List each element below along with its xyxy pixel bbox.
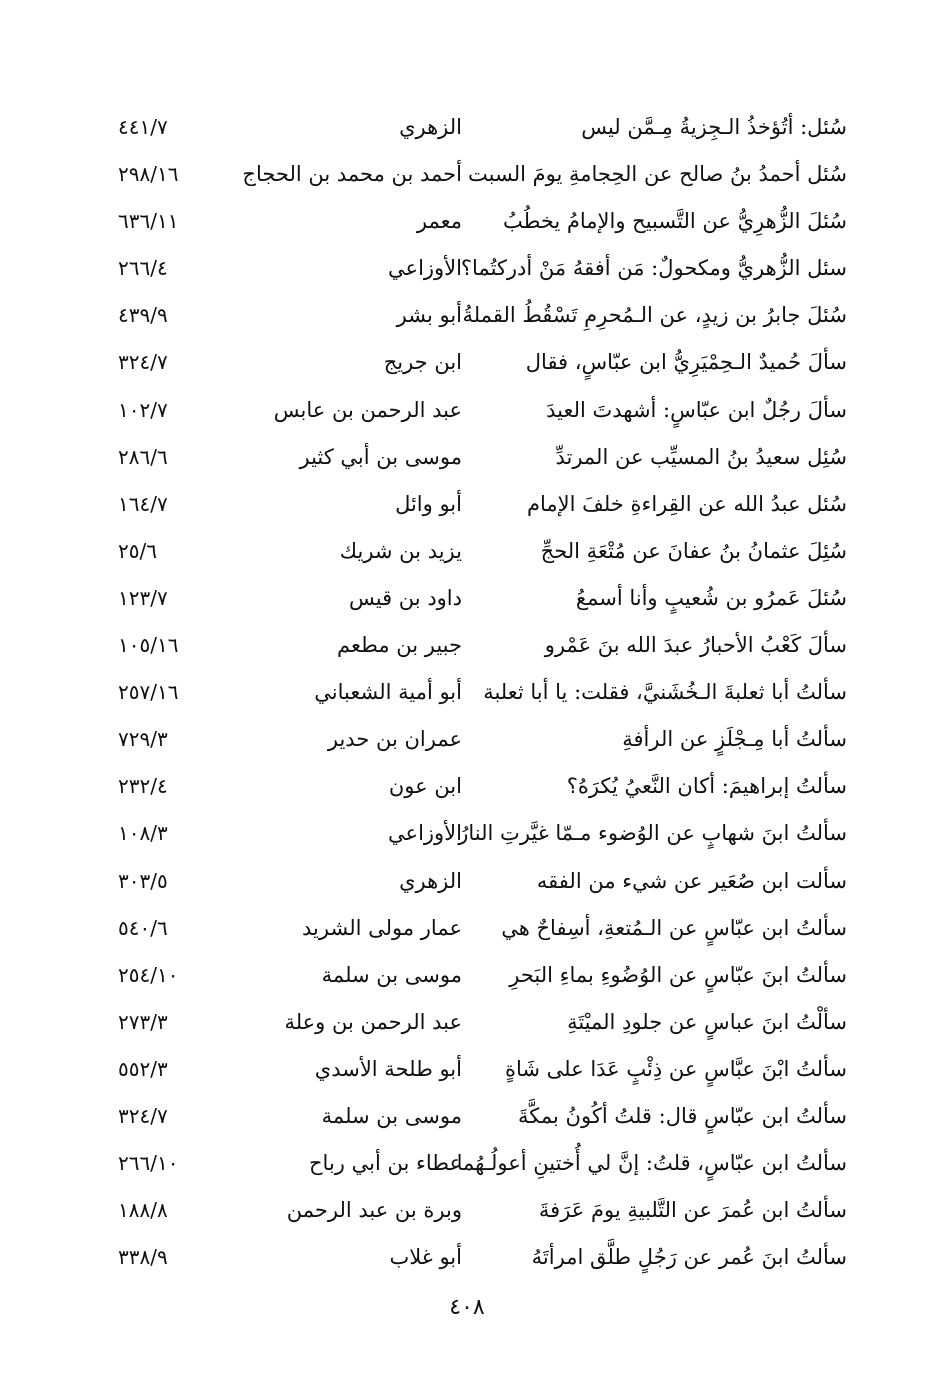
volume-page-ref: ١٢٣/٧ — [118, 585, 168, 610]
narrator-name: الزهري — [399, 115, 462, 139]
volume-page-ref: ٥٤٠/٦ — [118, 915, 168, 940]
volume-page-ref: ١٠٨/٣ — [118, 821, 168, 846]
hadith-text: سُئل عبدُ الله عن القِراءةِ خلفَ الإمام — [526, 491, 847, 516]
index-row — [0, 669, 934, 716]
index-row — [0, 528, 934, 575]
volume-page-ref: ٣٠٣/٥ — [118, 868, 168, 893]
hadith-text: سألتُ ابنَ عُمر عن رَجُلٍ طلَّق امرأتَهُ — [531, 1245, 847, 1270]
index-row — [0, 104, 934, 151]
index-row — [0, 1093, 934, 1140]
index-row — [0, 575, 934, 622]
index-row — [0, 810, 934, 857]
hadith-text: سُئل: أتُؤخذُ الـجِزيةُ مِـمَّن ليس — [581, 115, 847, 139]
hadith-text: سُئلَ الزُّهرِيُّ عن التَّسبيح والإمامُ يخطُبُ — [502, 209, 847, 234]
narrator-name: أبو غلاب — [389, 1245, 462, 1270]
hadith-text: سألتُ ابنَ شهابٍ عن الوُضوء مـمّا غيَّرتِ النارُ — [458, 821, 847, 846]
volume-page-ref: ٤٣٩/٩ — [118, 303, 168, 328]
volume-page-ref: ٢٦٦/٤ — [118, 256, 168, 281]
volume-page-ref: ٣٢٤/٧ — [118, 1103, 168, 1128]
index-row — [0, 1234, 934, 1281]
hadith-text: سئل الزُّهريُّ ومكحولٌ: مَن أفقهُ مَنْ أدركتُما؟ — [460, 256, 847, 281]
hadith-text: سألتُ أبا ثعلبةَ الـخُشَنيَّ، فقلت: يا أبا ثعلبة — [483, 680, 847, 705]
volume-page-ref: ٢٧٣/٣ — [118, 1009, 168, 1034]
narrator-name: معمر — [416, 209, 462, 234]
hadith-text: سألتُ ابن عبّاسٍ قال: قلتُ أكُونُ بمكَّةَ — [518, 1103, 847, 1128]
index-row — [0, 481, 934, 528]
volume-page-ref: ٦٣٦/١١ — [118, 209, 179, 234]
narrator-name: ابن جريج — [383, 350, 462, 375]
narrator-name: الأوزاعي — [388, 821, 462, 846]
index-row — [0, 622, 934, 669]
index-row — [0, 339, 934, 386]
hadith-text: سألْتُ ابنَ عباسٍ عن جلودِ الميْتَةِ — [567, 1009, 847, 1034]
narrator-name: موسى بن سلمة — [321, 962, 462, 987]
volume-page-ref: ١٦٤/٧ — [118, 491, 168, 516]
narrator-name: أبو بشر — [396, 303, 462, 328]
volume-page-ref: ٢٥٤/١٠ — [118, 962, 179, 987]
hadith-text: سألَ كَعْبُ الأحبارُ عبدَ الله بنَ عَمْرو — [544, 633, 847, 658]
volume-page-ref: ١٠٢/٧ — [118, 397, 168, 422]
index-row — [0, 434, 934, 481]
narrator-name: عطاء بن أبي رباح — [308, 1151, 462, 1176]
index-row — [0, 716, 934, 763]
narrator-name: أبو أمية الشعباني — [314, 680, 462, 705]
volume-page-ref: ٤٤١/٧ — [118, 115, 168, 139]
narrator-name: عمران بن حدير — [327, 727, 462, 752]
narrator-name: أبو طلحة الأسدي — [314, 1056, 462, 1081]
index-row — [0, 151, 934, 198]
hadith-text: سُئِلَ عثمانُ بنُ عفانَ عن مُتْعَةِ الحجِّ — [540, 538, 847, 563]
hadith-text: سُئلَ عَمرُو بن شُعيبٍ وأنا أسمعُ — [575, 585, 847, 610]
volume-page-ref: ٢٥٧/١٦ — [118, 680, 179, 705]
narrator-name: ابن عون — [388, 774, 462, 799]
volume-page-ref: ٢٥/٦ — [118, 538, 157, 563]
narrator-name: الزهري — [399, 868, 462, 893]
volume-page-ref: ٢٣٢/٤ — [118, 774, 168, 799]
hadith-text: سُئل أحمدُ بنُ صالح عن الحِجامةِ يومَ السبت — [468, 162, 847, 187]
hadith-text: سألتُ ابن عُمرَ عن التَّلبيةِ يومَ عَرَفةَ — [538, 1198, 847, 1223]
narrator-name: وبرة بن عبد الرحمن — [286, 1198, 462, 1223]
hadith-text: سألتُ إبراهيمَ: أكان النَّعيُ يُكرَهُ؟ — [566, 774, 847, 799]
volume-page-ref: ١٨٨/٨ — [118, 1198, 168, 1223]
index-row — [0, 858, 934, 905]
index-row — [0, 763, 934, 810]
volume-page-ref: ٢٩٨/١٦ — [118, 162, 179, 187]
narrator-name: الأوزاعي — [388, 256, 462, 281]
index-row — [0, 1140, 934, 1187]
index-row — [0, 245, 934, 292]
narrator-name: جبير بن مطعم — [336, 633, 462, 658]
hadith-text: سُئلَ جابرُ بن زيدٍ، عن الـمُحرِمِ تَسْقُطُ القملةُ — [462, 303, 847, 328]
index-row — [0, 292, 934, 339]
narrator-name: داود بن قيس — [348, 585, 462, 610]
index-row — [0, 1187, 934, 1234]
hadith-text: سُئِل سعيدُ بنُ المسيِّب عن المرتدِّ — [555, 444, 847, 469]
index-row — [0, 952, 934, 999]
index-row — [0, 1046, 934, 1093]
narrator-name: أبو وائل — [395, 491, 462, 516]
hadith-text: سألتُ ابن عبّاسٍ، قلتُ: إنَّ لي أُختينِ أعولُـهُما — [456, 1151, 847, 1176]
volume-page-ref: ١٠٥/١٦ — [118, 633, 179, 658]
narrator-name: موسى بن أبي كثير — [299, 444, 462, 469]
narrator-name: أحمد بن محمد بن الحجاج — [242, 162, 462, 187]
page-number: ٤٠٨ — [449, 1295, 485, 1320]
volume-page-ref: ٢٦٦/١٠ — [118, 1151, 179, 1176]
narrator-name: عمار مولى الشريد — [302, 915, 462, 940]
narrator-name: عبد الرحمن بن وعلة — [284, 1009, 462, 1034]
index-row — [0, 999, 934, 1046]
volume-page-ref: ٥٥٢/٣ — [118, 1056, 168, 1081]
hadith-text: سألتُ ابنَ عبّاسٍ عن الوُضُوءِ بماءِ البَحرِ — [509, 962, 847, 987]
hadith-text: سألَ رجُلٌ ابن عبّاسٍ: أشهدتَ العيدَ — [546, 397, 847, 422]
volume-page-ref: ٧٢٩/٣ — [118, 727, 168, 752]
index-row — [0, 198, 934, 245]
hadith-index-table — [0, 104, 934, 1281]
hadith-text: سألت ابن صُعَير عن شيء من الفقه — [536, 868, 847, 893]
narrator-name: يزيد بن شريك — [339, 538, 462, 563]
narrator-name: موسى بن سلمة — [321, 1103, 462, 1128]
narrator-name: عبد الرحمن بن عابس — [273, 397, 462, 422]
hadith-text: سألتُ ابن عبّاسٍ عن الـمُتعةِ، أسِفاحٌ هي — [501, 915, 847, 940]
volume-page-ref: ٣٣٨/٩ — [118, 1245, 168, 1270]
volume-page-ref: ٢٨٦/٦ — [118, 444, 168, 469]
index-row — [0, 905, 934, 952]
index-row — [0, 387, 934, 434]
volume-page-ref: ٣٢٤/٧ — [118, 350, 168, 375]
hadith-text: سألَ حُميدٌ الـحِمْيَرِيُّ ابن عبّاسٍ، فقال — [525, 350, 847, 375]
hadith-text: سألتُ ابْنَ عبَّاسٍ عن ذِئْبٍ عَدَا على شَاةٍ — [504, 1056, 847, 1081]
hadith-text: سألتُ أبا مِـجْلَزٍ عن الرأفةِ — [622, 727, 847, 752]
